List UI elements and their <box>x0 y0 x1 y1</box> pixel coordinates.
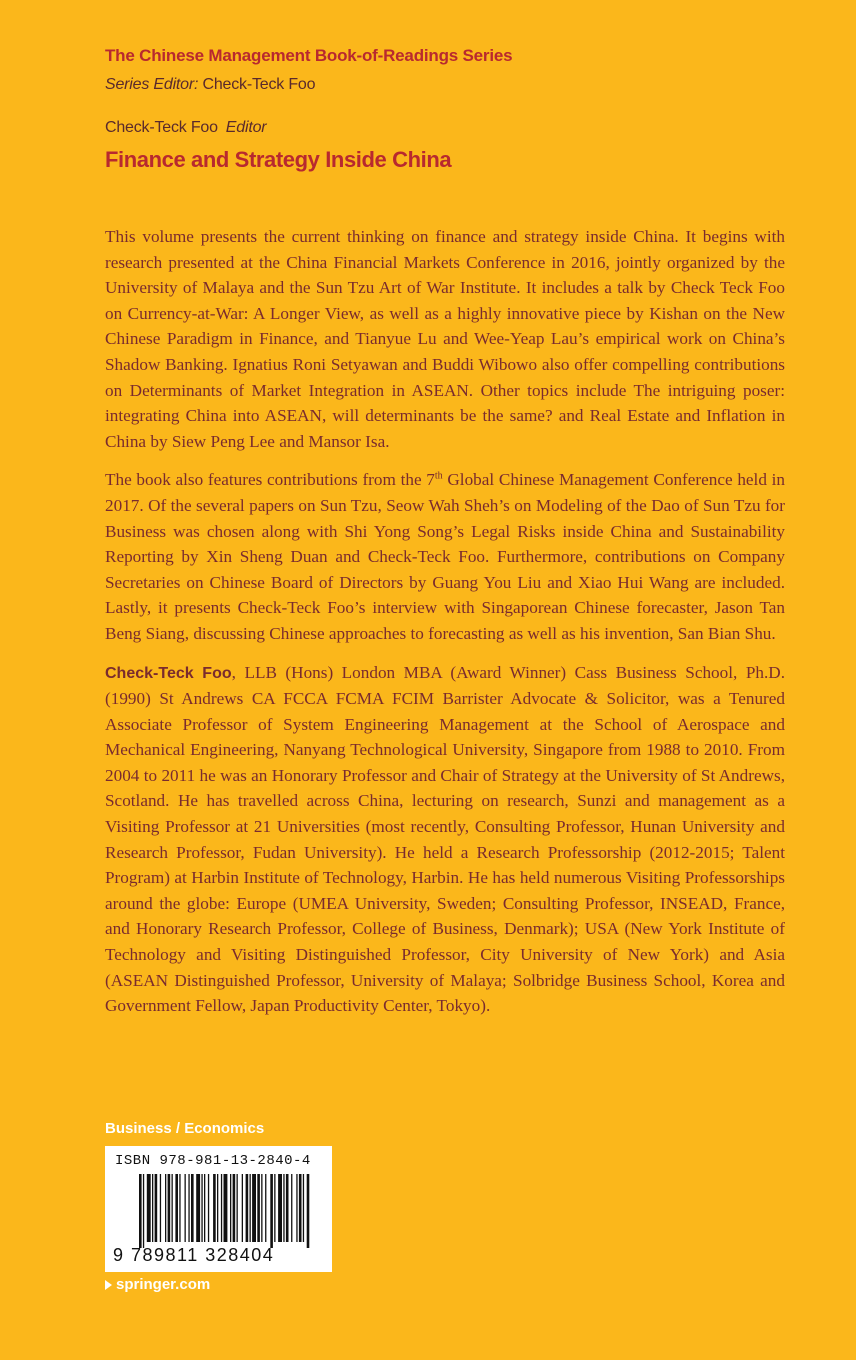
barcode-bar <box>299 1174 302 1242</box>
blurb-paragraph-2-start: The book also features contributions from the 7 <box>105 470 435 490</box>
book-editor-name: Check-Teck Foo <box>105 119 218 136</box>
barcode-box <box>105 1146 332 1272</box>
barcode-bar <box>286 1174 289 1242</box>
barcode-bar <box>188 1174 189 1242</box>
author-bio <box>105 660 785 1019</box>
isbn-label: ISBN 978-981-13-2840-4 <box>115 1153 311 1169</box>
barcode-bar <box>201 1174 202 1242</box>
barcode-bar <box>179 1174 180 1242</box>
barcode-bar <box>237 1174 238 1242</box>
publisher-website-text: springer.com <box>116 1276 211 1293</box>
barcode-bar <box>175 1174 178 1242</box>
barcode-bar <box>278 1174 282 1242</box>
author-bio-name: Check-Teck Foo <box>105 664 232 682</box>
barcode-bar <box>296 1174 297 1242</box>
series-editor-label: Series Editor: <box>105 76 199 93</box>
barcode-bar <box>143 1174 144 1248</box>
blurb-paragraph-2-rest: Global Chinese Management Conference held in 2017. Of the several papers on Sun Tzu, Seow Wah Sheh’s on Modeling of the Dao of Sun Tzu for Business was chosen along with Shi Yong Song’s Legal Risks inside China and Sustainability Reporting by Xin Sheng Duan and Check-Teck Foo. Furthermore, contributions on Company Secretaries on Chinese Board of Directors by Guang You Liu and Xiao Hui Wang are included. Lastly, it presents Check-Teck Foo’s interview with Singaporean Chinese forecaster, Jason Tan Beng Siang, discussing Chinese approaches to forecasting as well as his invention, San Bian Shu. <box>105 470 785 643</box>
barcode-bar <box>172 1174 173 1242</box>
barcode-bar <box>257 1174 260 1242</box>
blurb-paragraph-2 <box>105 467 785 646</box>
barcode-bar <box>213 1174 216 1242</box>
blurb-paragraph-1: This volume presents the current thinking on finance and strategy inside China. It begins with research presented at the China Financial Markets Conference in 2016, jointly organized by the University of Malaya and the Sun Tzu Art of War Institute. It includes a talk by Check Teck Foo on Currency-at-War: A Longer View, as well as a highly innovative piece by Kishan on the New Chinese Paradigm in Finance, and Tianyue Lu and Wee-Yeap Lau’s empirical work on China’s Shadow Banking. Ignatius Roni Setyawan and Buddi Wibowo also offer compelling contributions on Determinants of Market Integration in ASEAN. Other topics include The intriguing poser: integrating China into ASEAN, will determinants be the same? and Real Estate and Inflation in China by Siew Peng Lee and Mansor Isa. <box>105 227 785 451</box>
barcode-bar <box>307 1174 310 1248</box>
barcode-bar <box>303 1174 304 1242</box>
series-title: The Chinese Management Book-of-Readings Series <box>105 46 513 65</box>
barcode-bar <box>217 1174 218 1242</box>
barcode-bar <box>250 1174 251 1242</box>
barcode-bar <box>152 1174 153 1242</box>
book-editor-role: Editor <box>225 119 267 136</box>
barcode-bar <box>139 1174 142 1248</box>
barcode-bar <box>168 1174 171 1242</box>
barcode-bar <box>204 1174 205 1242</box>
barcode-bar <box>252 1174 256 1242</box>
barcode-bar <box>185 1174 186 1242</box>
barcode-bar <box>233 1174 236 1242</box>
barcode-bar <box>208 1174 209 1242</box>
book-editor-line <box>105 119 266 137</box>
barcode-bar <box>221 1174 222 1242</box>
barcode-bar <box>155 1174 158 1242</box>
barcode-bar <box>224 1174 228 1242</box>
category-label: Business / Economics <box>105 1120 265 1137</box>
barcode-bar <box>270 1174 273 1248</box>
author-bio-text: , LLB (Hons) London MBA (Award Winner) Cass Business School, Ph.D. (1990) St Andrews CA FCCA FCMA FCIM Barrister Advocate & Solicitor, was a Tenured Associate Professor of System Engineering Management at the School of Aerospace and Mechanical Engineering, Nanyang Technological University, Singapore from 1988 to 2010. From 2004 to 2011 he was an Honorary Professor and Chair of Strategy at the University of St Andrews, Scotland. He has travelled across China, lecturing on research, Sunzi and management as a Visiting Professor at 21 Universities (most recently, Consulting Professor, Hunan University and Research Professor, Fudan University). He held a Research Professorship (2012-2015; Talent Program) at Harbin Institute of Technology, Harbin. He has held numerous Visiting Professorships around the globe: Europe (UMEA University, Sweden; Consulting Professor, INSEAD, France, and Honorary Research Professor, College of Business, Denmark); USA (New York Institute of Technology and Visiting Distinguished Professor, City University of New York) and Asia (ASEAN Distinguished Professor, University of Malaya; Solbridge Business School, Korea and Government Fellow, Japan Productivity Center, Tokyo). <box>105 662 785 1016</box>
barcode-bar <box>196 1174 200 1242</box>
barcode-bar <box>265 1174 266 1242</box>
barcode-bar <box>283 1174 284 1242</box>
series-editor <box>105 76 315 94</box>
barcode-bar <box>160 1174 161 1242</box>
blurb <box>105 224 785 1032</box>
barcode-bar <box>147 1174 151 1242</box>
barcode-bar <box>165 1174 166 1242</box>
barcode-digits: 9 789811 328404 <box>113 1245 275 1265</box>
barcode-bar <box>291 1174 292 1242</box>
barcode-bar <box>261 1174 262 1242</box>
publisher-website[interactable] <box>105 1276 210 1293</box>
barcode-bar <box>242 1174 243 1242</box>
arrow-right-icon <box>105 1280 112 1290</box>
barcode-bar <box>246 1174 249 1242</box>
book-title: Finance and Strategy Inside China <box>105 147 452 172</box>
ordinal-suffix: th <box>434 470 443 482</box>
barcode-bar <box>230 1174 231 1242</box>
barcode-bar <box>274 1174 275 1242</box>
series-editor-name: Check-Teck Foo <box>202 76 316 93</box>
barcode-bar <box>191 1174 194 1242</box>
